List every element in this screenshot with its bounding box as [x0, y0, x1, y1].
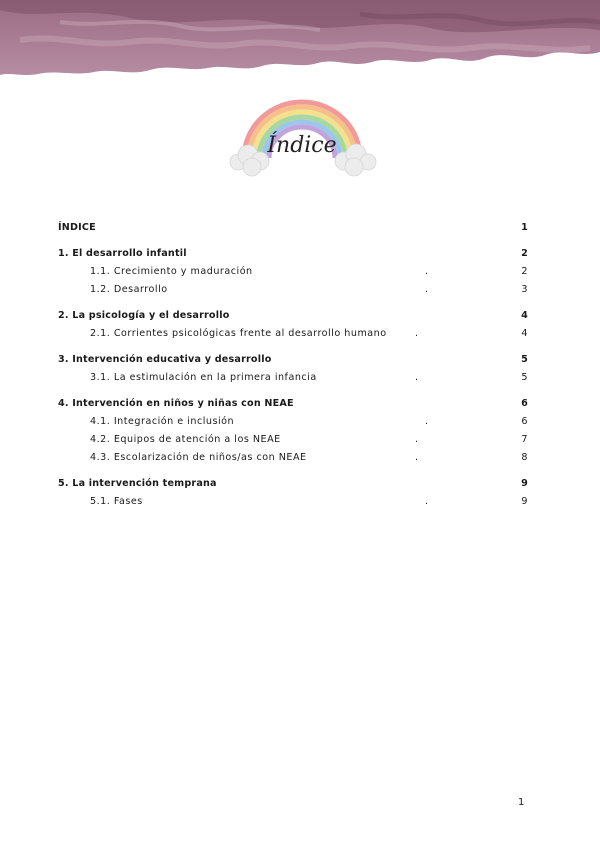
toc-leader-dot: .	[415, 434, 419, 445]
toc-page-number: 4	[521, 328, 528, 339]
toc-page-number: 4	[521, 310, 528, 321]
toc-subsection-entry[interactable]	[58, 434, 528, 452]
toc-subsection-entry[interactable]	[58, 452, 528, 470]
toc-entry-title: 1.2. Desarrollo	[90, 284, 168, 295]
toc-entry-title: 5. La intervención temprana	[58, 478, 217, 489]
toc-page-number: 6	[521, 416, 528, 427]
toc-entry-title: 5.1. Fases	[90, 496, 143, 507]
watercolor-header-banner	[0, 0, 600, 80]
toc-page-number: 9	[521, 496, 528, 507]
toc-entry-title: 1. El desarrollo infantil	[58, 248, 187, 259]
table-of-contents	[58, 222, 528, 514]
toc-page-number: 5	[521, 354, 528, 365]
toc-page-number: 6	[521, 398, 528, 409]
section-spacer	[58, 346, 528, 354]
toc-entry-title: 4.3. Escolarización de niños/as con NEAE	[90, 452, 307, 463]
toc-entry-title: 2.1. Corrientes psicológicas frente al desarrollo humano	[90, 328, 387, 339]
toc-entry-title: 3. Intervención educativa y desarrollo	[58, 354, 272, 365]
watercolor-banner-graphic	[0, 0, 600, 80]
toc-subsection-entry[interactable]	[58, 496, 528, 514]
toc-subsection-entry[interactable]	[58, 372, 528, 390]
logo-title: Índice	[267, 133, 337, 158]
toc-leader-dot: .	[415, 328, 419, 339]
toc-subsection-entry[interactable]	[58, 416, 528, 434]
toc-section-entry[interactable]	[58, 478, 528, 496]
section-spacer	[58, 390, 528, 398]
section-spacer	[58, 302, 528, 310]
toc-leader-dot: .	[415, 372, 419, 383]
toc-leader-dot: .	[425, 496, 429, 507]
toc-leader-dot: .	[425, 284, 429, 295]
toc-page-number: 8	[521, 452, 528, 463]
rainbow-icon	[222, 92, 382, 187]
toc-section-entry[interactable]	[58, 310, 528, 328]
toc-entry-title: 4.2. Equipos de atención a los NEAE	[90, 434, 281, 445]
toc-entry-title: 4.1. Integración e inclusión	[90, 416, 235, 427]
toc-page-number: 9	[521, 478, 528, 489]
toc-page-number: 1	[521, 222, 528, 233]
toc-subsection-entry[interactable]	[58, 284, 528, 302]
toc-section-entry[interactable]	[58, 398, 528, 416]
indice-rainbow-logo	[222, 92, 382, 187]
toc-entry-title: 4. Intervención en niños y niñas con NEAE	[58, 398, 294, 409]
toc-section-entry[interactable]	[58, 248, 528, 266]
toc-page-number: 3	[521, 284, 528, 295]
page-number: 1	[518, 797, 525, 808]
toc-section-entry[interactable]	[58, 354, 528, 372]
toc-entry-title: 3.1. La estimulación en la primera infancia	[90, 372, 317, 383]
toc-page-number: 2	[521, 266, 528, 277]
toc-leader-dot: .	[415, 452, 419, 463]
toc-section-entry[interactable]	[58, 222, 528, 240]
section-spacer	[58, 470, 528, 478]
toc-leader-dot: .	[425, 266, 429, 277]
toc-subsection-entry[interactable]	[58, 328, 528, 346]
toc-entry-title: ÍNDICE	[58, 222, 96, 233]
toc-page-number: 5	[521, 372, 528, 383]
toc-page-number: 7	[521, 434, 528, 445]
toc-subsection-entry[interactable]	[58, 266, 528, 284]
toc-entry-title: 2. La psicología y el desarrollo	[58, 310, 230, 321]
toc-entry-title: 1.1. Crecimiento y maduración	[90, 266, 253, 277]
toc-page-number: 2	[521, 248, 528, 259]
toc-leader-dot: .	[425, 416, 429, 427]
section-spacer	[58, 240, 528, 248]
